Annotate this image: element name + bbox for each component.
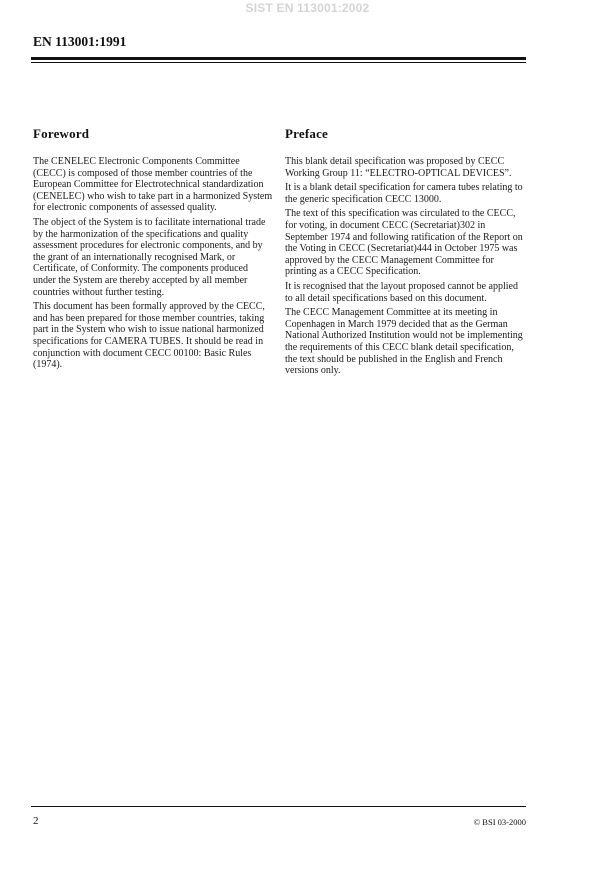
- preface-paragraph-3: The text of this specification was circulated to the CECC, for voting, in document CECC (Secretariat)302 in September 1974 and following ratification of the Report on the Voting in CECC (Secretariat)444 in October 1975 was approved by the CECC Management Committee for printing as a CECC Specification.: [285, 208, 523, 278]
- preface-paragraph-5: The CECC Management Committee at its meeting in Copenhagen in March 1979 decided that as the German National Authorized Institution would not be implementing the requirements of this CECC blank detail specification, the text should be published in the English and French versions only.: [285, 307, 523, 377]
- preface-paragraph-1: This blank detail specification was proposed by CECC Working Group 11: “ELECTRO-OPTICAL DEVICES”.: [285, 156, 512, 179]
- header-rule-thin: [31, 62, 526, 63]
- preface-title: Preface: [285, 126, 329, 141]
- footer-rule: [31, 806, 526, 807]
- header-rule-thick: [31, 57, 526, 60]
- preface-section: [285, 126, 526, 380]
- preface-paragraph-4: It is recognised that the layout proposed cannot be applied to all detail specifications based on this document.: [285, 280, 518, 304]
- preface-paragraph-2: It is a blank detail specification for camera tubes relating to the generic specification CECC 13000.: [285, 182, 523, 205]
- watermark: SIST EN 113001:2002: [245, 1, 370, 15]
- foreword-title: Foreword: [33, 126, 90, 141]
- page-number: 2: [33, 815, 39, 827]
- copyright-notice: © BSI 03-2000: [473, 817, 526, 827]
- document-id: EN 113001:1991: [33, 34, 127, 49]
- foreword-section: [33, 126, 273, 374]
- foreword-paragraph-1: The CENELEC Electronic Components Committee (CECC) is composed of those member countries of the European Committee for Electrotechnical standardization (CENELEC) who wish to take part in a harmonized System for electronic components of assessed quality.: [33, 156, 273, 214]
- foreword-paragraph-3: This document has been formally approved by the CECC, and has been prepared for those member countries, taking part in the System who wish to issue national harmonized specifications for CAMERA TUBES. It should be read in conjunction with document CECC 00100: Basic Rules (1974).: [33, 301, 265, 371]
- foreword-paragraph-2: The object of the System is to facilitate international trade by the harmonization of the specifications and quality assessment procedures for electronic components, and by the grant of an internationally recognised Mark, or Certificate, of Conformity. The components produced under the System are thereby accepted by all member countries without further testing.: [33, 216, 266, 298]
